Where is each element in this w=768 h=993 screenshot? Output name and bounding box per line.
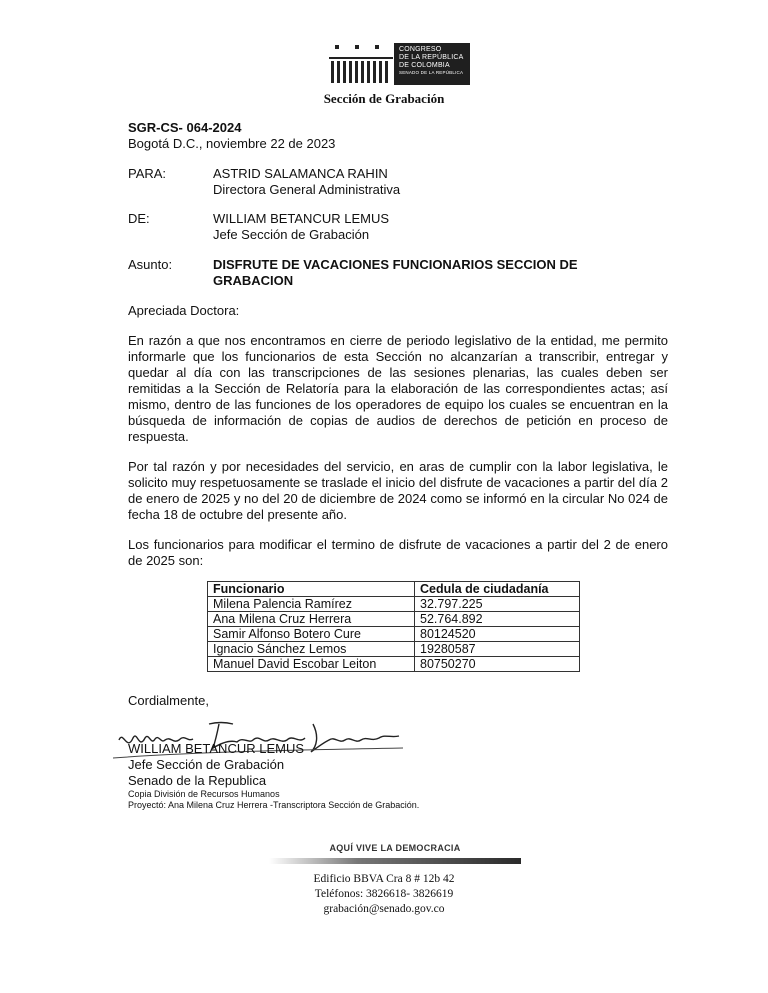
from-name: WILLIAM BETANCUR LEMUS (213, 211, 390, 226)
logo-line-3: DE COLOMBIA (399, 62, 450, 69)
to-title: Directora General Administrativa (213, 182, 401, 197)
prepared-by-note: Proyectó: Ana Milena Cruz Herrera -Transcriptora Sección de Grabación. (128, 800, 420, 810)
logo-line-4: SENADO DE LA REPÚBLICA (399, 70, 464, 75)
copy-note: Copia División de Recursos Humanos (128, 789, 280, 799)
subject-line-1: DISFRUTE DE VACACIONES FUNCIONARIOS SECCION DE (213, 257, 578, 272)
table-header-row (208, 582, 580, 597)
from-label: DE: (128, 211, 150, 226)
table-row (208, 627, 580, 642)
footer-phones: Teléfonos: 3826618- 3826619 (314, 888, 454, 900)
column-header-name: Funcionario (208, 582, 415, 597)
subject-label: Asunto: (128, 257, 173, 272)
table-row (208, 597, 580, 612)
footer-address: Edificio BBVA Cra 8 # 12b 42 (313, 873, 455, 885)
employee-id: 80124520 (415, 627, 580, 642)
capitol-columns-icon (329, 43, 393, 85)
to-label: PARA: (128, 166, 167, 181)
signer-name: WILLIAM BETANCUR LEMUS (128, 741, 305, 756)
logo-text-box (394, 43, 470, 85)
employee-id: 52.764.892 (415, 612, 580, 627)
from-title: Jefe Sección de Grabación (213, 227, 370, 242)
body-paragraph-3: Los funcionarios para modificar el termino de disfrute de vacaciones a partir del 2 de enero de 2025 son: (128, 537, 668, 568)
logo-line-1: CONGRESO (399, 46, 442, 53)
employee-name: Ana Milena Cruz Herrera (208, 612, 415, 627)
staff-table (207, 581, 580, 672)
employee-name: Samir Alfonso Botero Cure (208, 627, 415, 642)
employee-id: 80750270 (415, 657, 580, 672)
employee-id: 32.797.225 (415, 597, 580, 612)
table-row (208, 657, 580, 672)
salutation: Apreciada Doctora: (128, 303, 240, 318)
footer-slogan: AQUÍ VIVE LA DEMOCRACIA (329, 843, 461, 853)
body-paragraph-2: Por tal razón y por necesidades del servicio, en aras de cumplir con la labor legislativa, le solicito muy respetuosamente se traslade el inicio del disfrute de vacaciones a partir del día 2 de enero de 2025 y no del 20 de diciembre de 2024 como se informó en la circular No 024 de fecha 18 de octubre del presente año. (128, 459, 668, 522)
table-row (208, 642, 580, 657)
place-date: Bogotá D.C., noviembre 22 de 2023 (128, 136, 336, 151)
memo-reference: SGR-CS- 064-2024 (128, 120, 242, 135)
column-header-id: Cedula de ciudadanía (415, 582, 580, 597)
employee-name: Ignacio Sánchez Lemos (208, 642, 415, 657)
table-row (208, 612, 580, 627)
subject-line-2: GRABACION (213, 273, 294, 288)
section-title: Sección de Grabación (323, 91, 445, 106)
footer-divider-bar (269, 858, 521, 864)
signer-organization: Senado de la Republica (128, 773, 267, 788)
congress-logo (329, 43, 471, 85)
employee-name: Milena Palencia Ramírez (208, 597, 415, 612)
logo-line-2: DE LA REPÚBLICA (399, 54, 464, 61)
signer-title: Jefe Sección de Grabación (128, 757, 285, 772)
body-paragraph-1: En razón a que nos encontramos en cierre de periodo legislativo de la entidad, me permito informarle que los funcionarios de esta Sección no alcanzarían a transcribir, entregar y quedar al día con las transcripciones de las sesiones plenarias, las cuales deben ser remitidas a la Sección de Relatoría para la elaboración de las correspondientes actas; así mismo, dentro de las funciones de los operadores de equipo los cuales se encuentran en la búsqueda de información de copias de audios de derechos de petición en proceso de respuesta. (128, 333, 668, 444)
footer-email: grabación@senado.gov.co (323, 903, 445, 915)
employee-name: Manuel David Escobar Leiton (208, 657, 415, 672)
to-name: ASTRID SALAMANCA RAHIN (213, 166, 388, 181)
valediction: Cordialmente, (128, 693, 209, 708)
employee-id: 19280587 (415, 642, 580, 657)
